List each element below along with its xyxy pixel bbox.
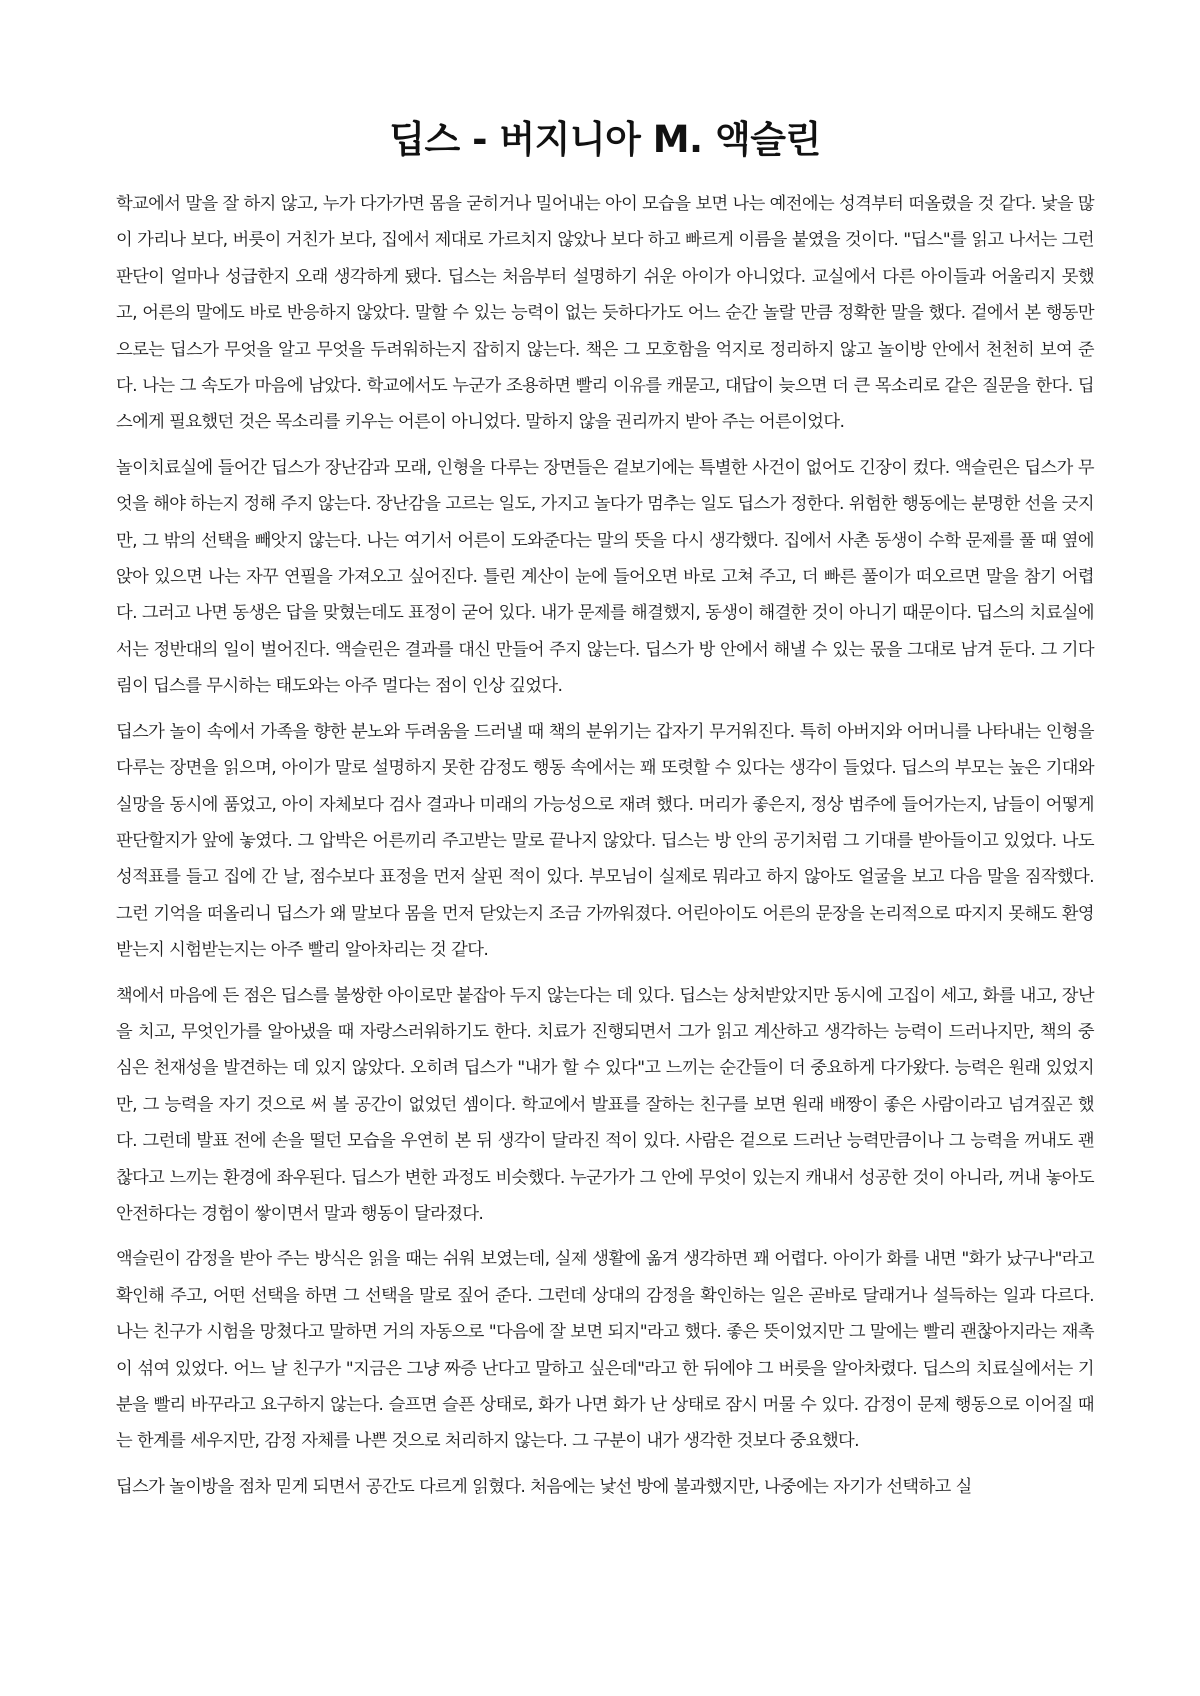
paragraph: 책에서 마음에 든 점은 딥스를 불쌍한 아이로만 붙잡아 두지 않는다는 데 있다. 딥스는 상처받았지만 동시에 고집이 세고, 화를 내고, 장난을 치고, 무엇인가를 알아냈을 때 자랑스러워하기도 한다. 치료가 진행되면서 그가 읽고 계산하고 생각하는 능력이 드러나지만, 책의 중심은 천재성을 발견하는 데 있지 않았다. 오히려 딥스가 "내가 할 수 있다"고 느끼는 순간들이 더 중요하게 다가왔다. 능력은 원래 있었지만, 그 능력을 자기 것으로 써 볼 공간이 없었던 셈이다. 학교에서 발표를 잘하는 친구를 보면 원래 배짱이 좋은 사람이라고 넘겨짚곤 했다. 그런데 발표 전에 손을 떨던 모습을 우연히 본 뒤 생각이 달라진 적이 있다. 사람은 겉으로 드러난 능력만큼이나 그 능력을 꺼내도 괜찮다고 느끼는 환경에 좌우된다. 딥스가 변한 과정도 비슷했다. 누군가가 그 안에 무엇이 있는지 캐내서 성공한 것이 아니라, 꺼내 놓아도 안전하다는 경험이 쌓이면서 말과 행동이 달라졌다. — [116, 985, 1094, 1224]
paragraph: 액슬린이 감정을 받아 주는 방식은 읽을 때는 쉬워 보였는데, 실제 생활에 옮겨 생각하면 꽤 어렵다. 아이가 화를 내면 "화가 났구나"라고 확인해 주고, 어떤 선택을 하면 그 선택을 말로 짚어 준다. 그런데 상대의 감정을 확인하는 일은 곧바로 달래거나 설득하는 일과 다르다. 나는 친구가 시험을 망쳤다고 말하면 거의 자동으로 "다음에 잘 보면 되지"라고 했다. 좋은 뜻이었지만 그 말에는 빨리 괜찮아지라는 재촉이 섞여 있었다. 어느 날 친구가 "지금은 그냥 짜증 난다고 말하고 싶은데"라고 한 뒤에야 그 버릇을 알아차렸다. 딥스의 치료실에서는 기분을 빨리 바꾸라고 요구하지 않는다. 슬프면 슬픈 상태로, 화가 나면 화가 난 상태로 잠시 머물 수 있다. 감정이 문제 행동으로 이어질 때는 한계를 세우지만, 감정 자체를 나쁜 것으로 처리하지 않는다. 그 구분이 내가 생각한 것보다 중요했다. — [116, 1249, 1094, 1452]
document-body — [116, 186, 1094, 1505]
document-title: 딥스 - 버지니아 M. 액슬린 — [389, 118, 821, 161]
paragraph: 놀이치료실에 들어간 딥스가 장난감과 모래, 인형을 다루는 장면들은 겉보기에는 특별한 사건이 없어도 긴장이 컸다. 액슬린은 딥스가 무엇을 해야 하는지 정해 주지 않는다. 장난감을 고르는 일도, 가지고 놀다가 멈추는 일도 딥스가 정한다. 위험한 행동에는 분명한 선을 긋지만, 그 밖의 선택을 빼앗지 않는다. 나는 여기서 어른이 도와준다는 말의 뜻을 다시 생각했다. 집에서 사촌 동생이 수학 문제를 풀 때 옆에 앉아 있으면 나는 자꾸 연필을 가져오고 싶어진다. 틀린 계산이 눈에 들어오면 바로 고쳐 주고, 더 빠른 풀이가 떠오르면 말을 참기 어렵다. 그러고 나면 동생은 답을 맞혔는데도 표정이 굳어 있다. 내가 문제를 해결했지, 동생이 해결한 것이 아니기 때문이다. 딥스의 치료실에서는 정반대의 일이 벌어진다. 액슬린은 결과를 대신 만들어 주지 않는다. 딥스가 방 안에서 해낼 수 있는 몫을 그대로 남겨 둔다. 그 기다림이 딥스를 무시하는 태도와는 아주 멀다는 점이 인상 깊었다. — [116, 457, 1094, 697]
paragraph: 딥스가 놀이방을 점차 믿게 되면서 공간도 다르게 읽혔다. 처음에는 낯선 방에 불과했지만, 나중에는 자기가 선택하고 실 — [116, 1476, 972, 1497]
paragraph: 딥스가 놀이 속에서 가족을 향한 분노와 두려움을 드러낼 때 책의 분위기는 갑자기 무거워진다. 특히 아버지와 어머니를 나타내는 인형을 다루는 장면을 읽으며, 아이가 말로 설명하지 못한 감정도 행동 속에서는 꽤 또렷할 수 있다는 생각이 들었다. 딥스의 부모는 높은 기대와 실망을 동시에 품었고, 아이 자체보다 검사 결과나 미래의 가능성으로 재려 했다. 머리가 좋은지, 정상 범주에 들어가는지, 남들이 어떻게 판단할지가 앞에 놓였다. 그 압박은 어른끼리 주고받는 말로 끝나지 않았다. 딥스는 방 안의 공기처럼 그 기대를 받아들이고 있었다. 나도 성적표를 들고 집에 간 날, 점수보다 표정을 먼저 살핀 적이 있다. 부모님이 실제로 뭐라고 하지 않아도 얼굴을 보고 다음 말을 짐작했다. 그런 기억을 떠올리니 딥스가 왜 말보다 몸을 먼저 닫았는지 조금 가까워졌다. 어린아이도 어른의 문장을 논리적으로 따지지 못해도 환영받는지 시험받는지는 아주 빨리 알아차리는 것 같다. — [116, 721, 1094, 961]
paragraph: 학교에서 말을 잘 하지 않고, 누가 다가가면 몸을 굳히거나 밀어내는 아이 모습을 보면 나는 예전에는 성격부터 떠올렸을 것 같다. 낯을 많이 가리나 보다, 버릇이 거친가 보다, 집에서 제대로 가르치지 않았나 보다 하고 빠르게 이름을 붙였을 것이다. "딥스"를 읽고 나서는 그런 판단이 얼마나 성급한지 오래 생각하게 됐다. 딥스는 처음부터 설명하기 쉬운 아이가 아니었다. 교실에서 다른 아이들과 어울리지 못했고, 어른의 말에도 바로 반응하지 않았다. 말할 수 있는 능력이 없는 듯하다가도 어느 순간 놀랄 만큼 정확한 말을 했다. 겉에서 본 행동만으로는 딥스가 무엇을 알고 무엇을 두려워하는지 잡히지 않는다. 책은 그 모호함을 억지로 정리하지 않고 놀이방 안에서 천천히 보여 준다. 나는 그 속도가 마음에 남았다. 학교에서도 누군가 조용하면 빨리 이유를 캐묻고, 대답이 늦으면 더 큰 목소리로 같은 질문을 한다. 딥스에게 필요했던 것은 목소리를 키우는 어른이 아니었다. 말하지 않을 권리까지 받아 주는 어른이었다. — [116, 194, 1094, 433]
